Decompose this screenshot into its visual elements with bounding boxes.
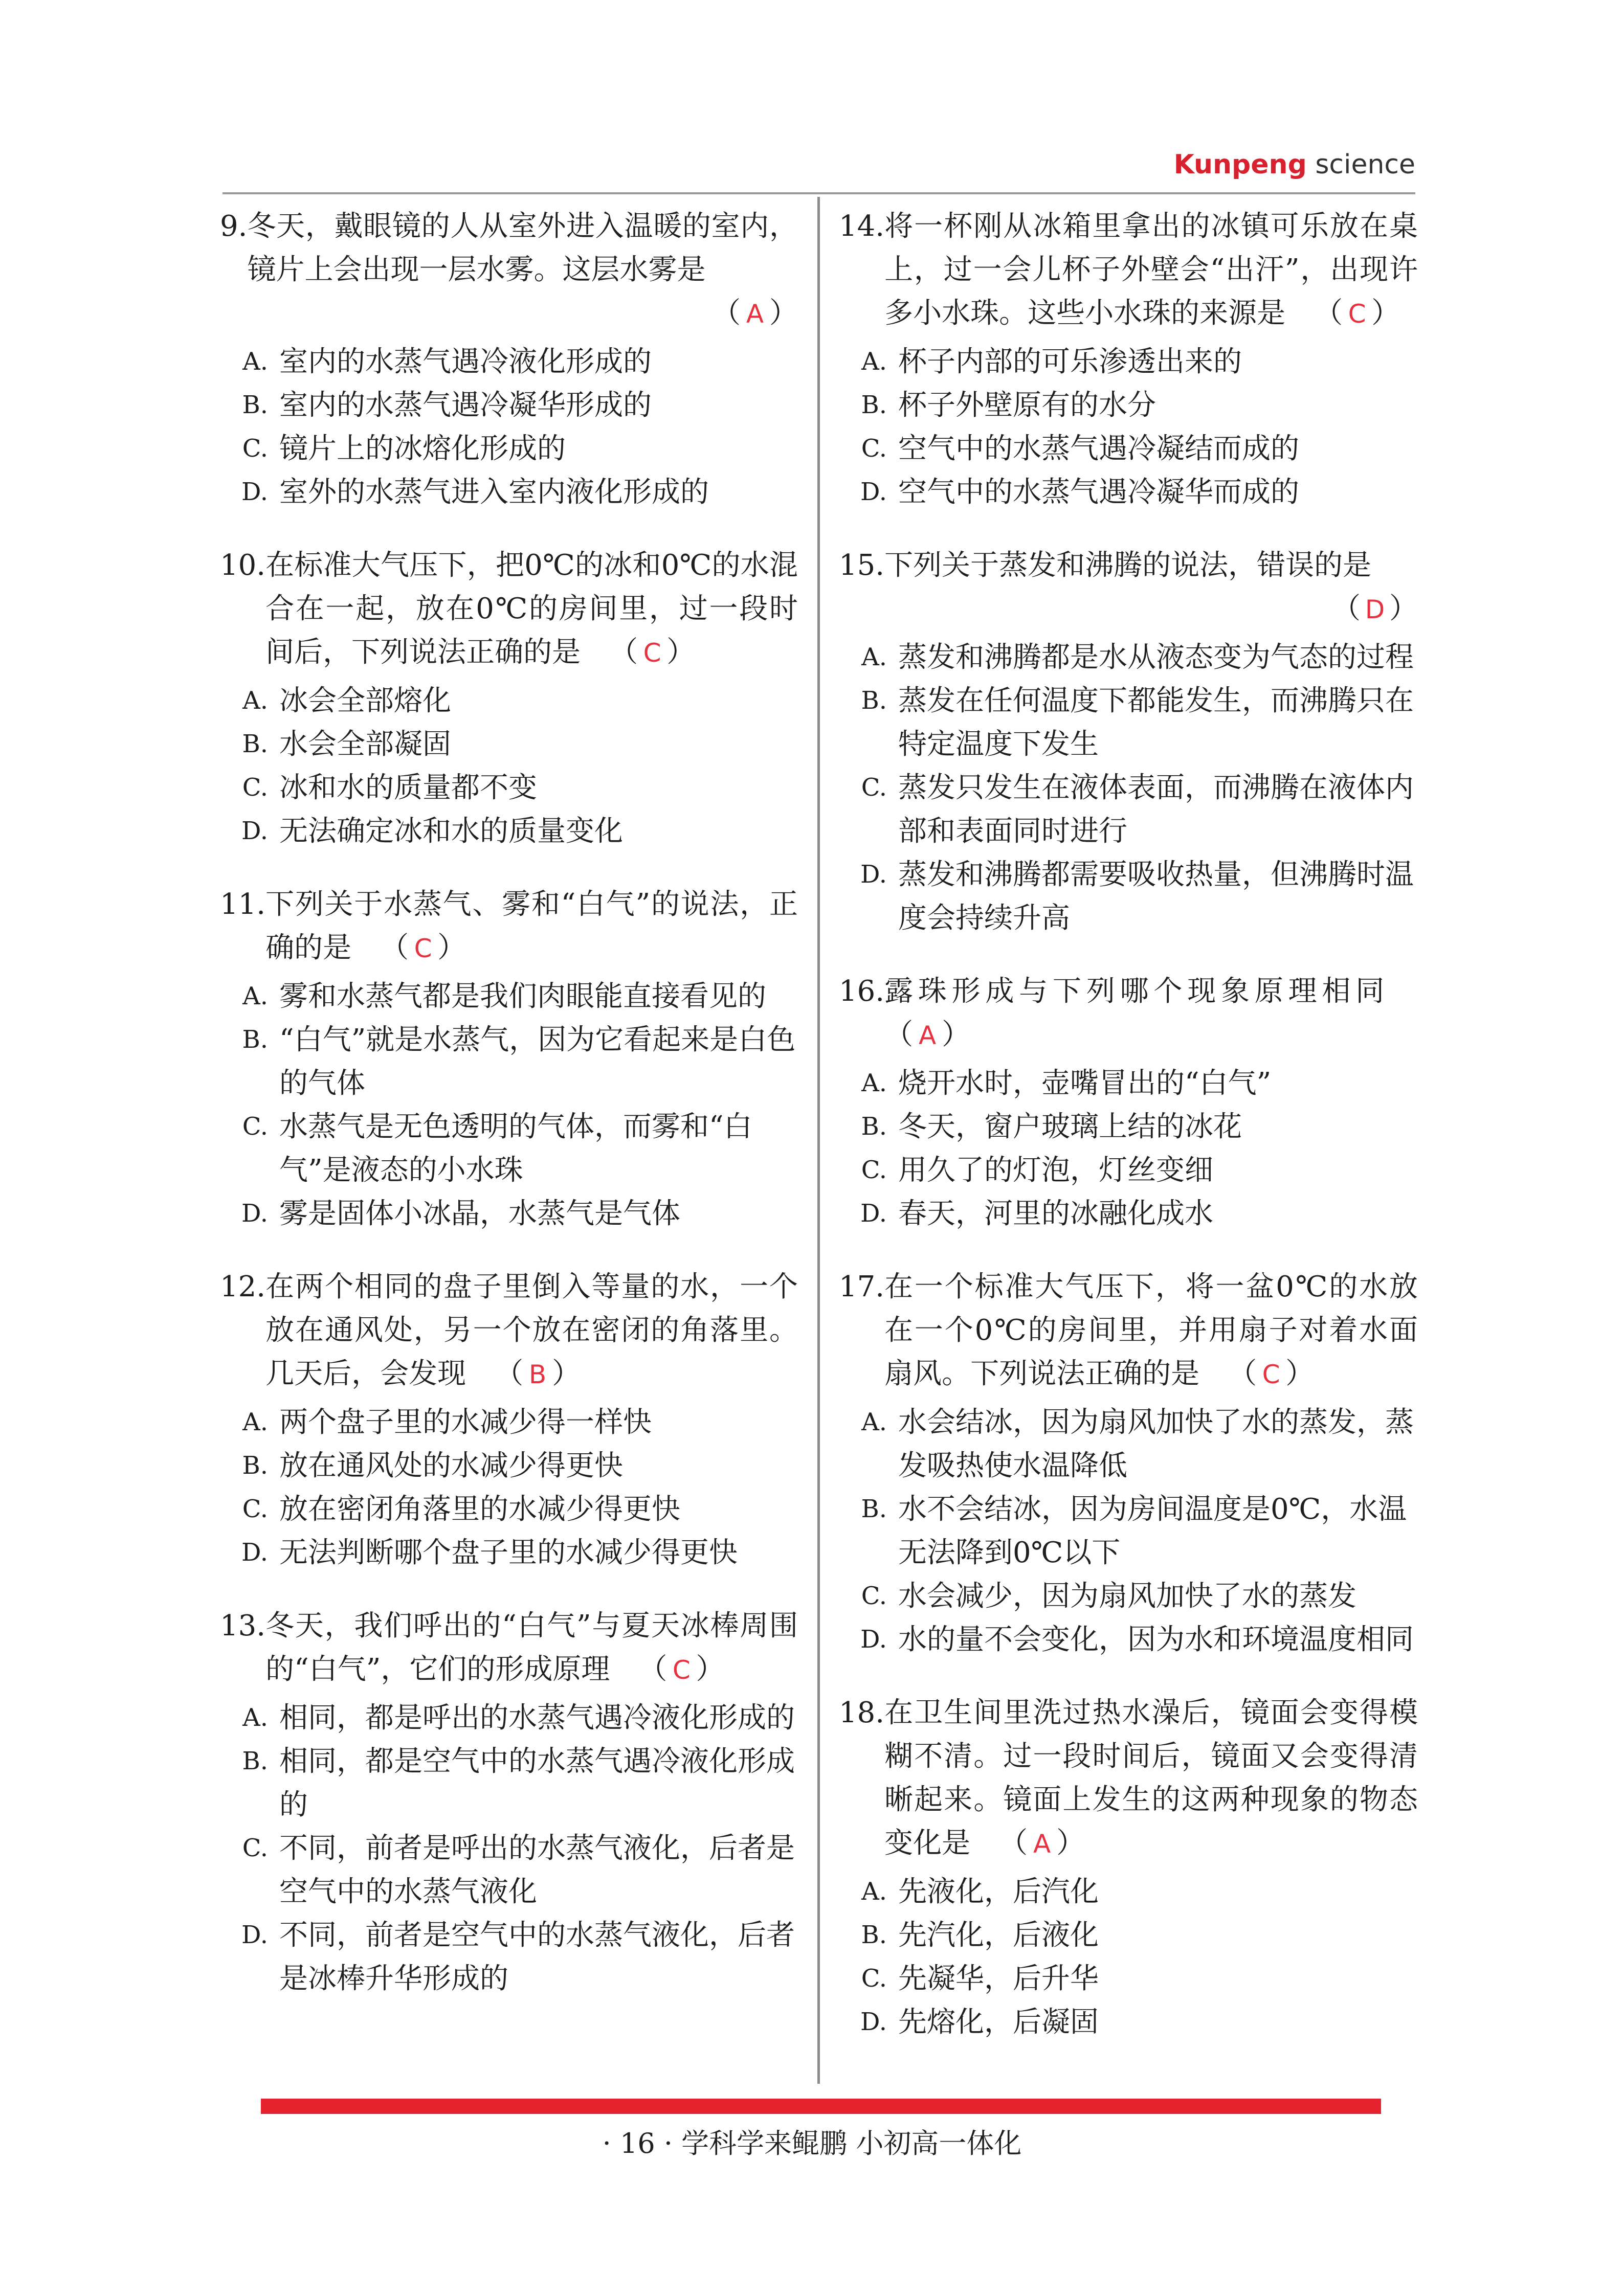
option-text: 室外的水蒸气进入室内液化形成的: [279, 476, 709, 509]
answer-letter: B: [528, 1360, 547, 1389]
options-list: [220, 679, 798, 853]
option-letter: A.: [861, 1069, 887, 1097]
option-letter: A.: [861, 1408, 887, 1436]
question-text: [884, 205, 1418, 336]
option-letter: D.: [860, 1625, 887, 1654]
option-item: [839, 1914, 1418, 1957]
question-text: [265, 1604, 798, 1692]
option-item: [839, 1488, 1418, 1574]
option-item: [220, 470, 798, 514]
footer-bar: [261, 2099, 1381, 2114]
option-letter: C.: [242, 1495, 268, 1523]
answer-bracket: （ A ）: [999, 1827, 1085, 1860]
option-letter: C.: [242, 773, 268, 802]
options-list: [220, 340, 798, 514]
option-letter: D.: [241, 478, 268, 506]
option-text: 水不会结冰，因为房间温度是0℃，水温无法降到0℃以下: [898, 1493, 1407, 1569]
options-list: [839, 636, 1418, 940]
option-item: [839, 1192, 1418, 1235]
option-letter: C.: [242, 1834, 268, 1862]
option-item: [220, 1105, 798, 1192]
option-text: 雾是固体小冰晶，水蒸气是气体: [279, 1197, 680, 1230]
question-text: [884, 1691, 1418, 1866]
option-text: 冬天，窗户玻璃上结的冰花: [898, 1110, 1242, 1143]
question-stem: [220, 544, 798, 675]
brand-suffix: science: [1306, 149, 1415, 180]
option-item: [839, 427, 1418, 470]
option-text: 相同，都是空气中的水蒸气遇冷液化形成的: [279, 1745, 795, 1821]
option-text: 水会结冰，因为扇风加快了水的蒸发，蒸发吸热使水温降低: [898, 1406, 1414, 1482]
option-text: “白气”就是水蒸气，因为它看起来是白色的气体: [279, 1023, 796, 1100]
answer-bracket: （ C ）: [1314, 297, 1400, 330]
question-stem: [839, 1691, 1418, 1866]
question-10: [220, 544, 798, 853]
option-letter: A.: [861, 1877, 887, 1906]
question-number: 16.: [839, 975, 885, 1008]
question-number: 11.: [220, 888, 266, 921]
option-text: 空气中的水蒸气遇冷凝华而成的: [898, 476, 1299, 509]
answer-bracket: （ C ）: [380, 931, 466, 964]
question-number: 12.: [220, 1270, 266, 1303]
question-text: [265, 883, 798, 971]
answer-bracket: （ A ）: [884, 1018, 970, 1051]
option-item: [220, 809, 798, 853]
option-letter: D.: [241, 1538, 268, 1567]
option-item: [839, 766, 1418, 853]
option-text: 水会减少，因为扇风加快了水的蒸发: [898, 1580, 1356, 1613]
question-9: [220, 205, 798, 514]
answer-letter: A: [918, 1021, 937, 1050]
option-item: [220, 766, 798, 809]
option-text: 先液化，后汽化: [898, 1875, 1099, 1908]
option-item: [220, 1696, 798, 1740]
option-text: 相同，都是呼出的水蒸气遇冷液化形成的: [279, 1701, 795, 1735]
option-text: 先汽化，后液化: [898, 1919, 1099, 1952]
question-text: [265, 544, 798, 675]
question-number: 15.: [839, 549, 885, 582]
option-text: 室内的水蒸气遇冷液化形成的: [279, 345, 652, 378]
question-11: [220, 883, 798, 1235]
option-text: 蒸发和沸腾都是水从液态变为气态的过程: [898, 641, 1414, 674]
question-number: 13.: [220, 1609, 266, 1642]
brand-name: Kunpeng: [1173, 149, 1307, 180]
option-text: 放在通风处的水减少得更快: [279, 1449, 623, 1482]
option-text: 无法确定冰和水的质量变化: [279, 815, 623, 848]
option-letter: D.: [860, 2008, 887, 2036]
option-item: [220, 1192, 798, 1235]
options-list: [839, 1870, 1418, 2044]
answer-bracket: （ C ）: [1228, 1357, 1314, 1390]
option-text: 水的量不会变化，因为水和环境温度相同: [898, 1623, 1414, 1656]
option-text: 杯子内部的可乐渗透出来的: [898, 345, 1242, 378]
question-text-content: 在标准大气压下，把0℃的冰和0℃的水混合在一起，放在0℃的房间里，过一段时间后，下列说法正确的是: [265, 549, 798, 669]
option-item: [220, 1531, 798, 1574]
option-text: 不同，前者是空气中的水蒸气液化，后者是冰棒升华形成的: [279, 1919, 795, 1995]
option-letter: D.: [860, 1199, 887, 1228]
option-letter: B.: [242, 391, 268, 419]
option-item: [220, 679, 798, 723]
question-16: [839, 970, 1418, 1235]
option-letter: C.: [861, 1582, 887, 1610]
option-item: [839, 1149, 1418, 1192]
question-15: [839, 544, 1418, 940]
option-item: [220, 975, 798, 1018]
option-text: 用久了的灯泡，灯丝变细: [898, 1154, 1213, 1187]
option-item: [839, 853, 1418, 940]
option-item: [220, 1914, 798, 2000]
question-text-content: 将一杯刚从冰箱里拿出的冰镇可乐放在桌上，过一会儿杯子外壁会“出汗”，出现许多小水珠。这些小水珠的来源是: [884, 210, 1418, 330]
question-text-content: 下列关于蒸发和沸腾的说法，错误的是: [884, 549, 1372, 582]
option-item: [839, 1062, 1418, 1105]
question-14: [839, 205, 1418, 514]
question-text-content: 下列关于水蒸气、雾和“白气”的说法，正确的是: [265, 888, 798, 964]
option-item: [220, 1018, 798, 1105]
answer-letter: C: [414, 934, 432, 963]
question-text-content: 在一个标准大气压下，将一盆0℃的水放在一个0℃的房间里，并用扇子对着水面扇风。下列说法正确的是: [884, 1270, 1418, 1390]
answer-bracket: （ A ）: [712, 297, 798, 330]
option-letter: C.: [861, 434, 887, 463]
option-text: 蒸发在任何温度下都能发生，而沸腾只在特定温度下发生: [898, 684, 1414, 761]
option-letter: A.: [861, 643, 887, 671]
option-letter: B.: [242, 1025, 268, 1054]
option-item: [220, 1401, 798, 1444]
option-text: 春天，河里的冰融化成水: [898, 1197, 1213, 1230]
option-item: [839, 384, 1418, 427]
option-text: 放在密闭角落里的水减少得更快: [279, 1493, 680, 1526]
option-text: 蒸发和沸腾都需要吸收热量，但沸腾时温度会持续升高: [898, 858, 1414, 935]
option-text: 室内的水蒸气遇冷凝华形成的: [279, 389, 652, 422]
option-item: [839, 636, 1418, 679]
option-letter: B.: [861, 686, 887, 715]
answer-letter: C: [643, 638, 661, 668]
question-text: [884, 1265, 1418, 1397]
question-stem: [839, 970, 1418, 1057]
answer-letter: C: [672, 1655, 691, 1685]
option-letter: A.: [242, 686, 268, 715]
option-item: [220, 1444, 798, 1488]
question-number: 9.: [220, 210, 248, 243]
question-17: [839, 1265, 1418, 1661]
option-letter: C.: [861, 1964, 887, 1993]
option-text: 先凝华，后升华: [898, 1962, 1099, 1995]
option-text: 不同，前者是呼出的水蒸气液化，后者是空气中的水蒸气液化: [279, 1832, 795, 1908]
option-letter: B.: [861, 1495, 887, 1523]
question-number: 18.: [839, 1696, 885, 1729]
option-letter: C.: [242, 1112, 268, 1141]
question-text-content: 露珠形成与下列哪个现象原理相同: [884, 975, 1389, 1008]
option-letter: C.: [861, 1156, 887, 1184]
answer-letter: A: [1033, 1829, 1051, 1859]
answer-bracket: （ D ）: [1332, 592, 1418, 625]
option-text: 蒸发只发生在液体表面，而沸腾在液体内部和表面同时进行: [898, 771, 1414, 848]
question-text-content: 冬天，戴眼镜的人从室外进入温暖的室内，镜片上会出现一层水雾。这层水雾是: [247, 210, 798, 286]
answer-row: [839, 587, 1418, 632]
option-text: 镜片上的冰熔化形成的: [279, 432, 566, 465]
option-letter: A.: [242, 1408, 268, 1436]
question-text: [884, 544, 1418, 587]
left-column: [220, 205, 798, 2030]
question-text: [265, 1265, 798, 1397]
options-list: [839, 340, 1418, 514]
option-letter: A.: [242, 982, 268, 1010]
option-letter: A.: [242, 1703, 268, 1732]
option-item: [220, 723, 798, 766]
option-item: [839, 340, 1418, 384]
answer-bracket: （ C ）: [609, 636, 695, 669]
option-text: 杯子外壁原有的水分: [898, 389, 1156, 422]
answer-row: [220, 291, 798, 336]
question-text-content: 在卫生间里洗过热水澡后，镜面会变得模糊不清。过一段时间后，镜面又会变得清晰起来。镜面上发生的这两种现象的物态变化是: [884, 1696, 1418, 1860]
question-stem: [220, 883, 798, 971]
options-list: [839, 1062, 1418, 1235]
question-text-content: 在两个相同的盘子里倒入等量的水，一个放在通风处，另一个放在密闭的角落里。几天后，会发现: [265, 1270, 798, 1390]
option-item: [220, 1740, 798, 1827]
question-text: [247, 205, 798, 291]
question-text: [884, 970, 1418, 1057]
options-list: [220, 1696, 798, 2000]
options-list: [220, 1401, 798, 1574]
option-item: [839, 1105, 1418, 1149]
option-letter: D.: [241, 1199, 268, 1228]
option-item: [839, 470, 1418, 514]
option-letter: B.: [861, 1921, 887, 1949]
answer-letter: C: [1348, 299, 1366, 329]
option-letter: A.: [242, 347, 268, 376]
question-stem: [220, 1604, 798, 1692]
page-footer: · 16 · 学科学来鲲鹏 小初高一体化: [602, 2127, 1022, 2159]
option-text: 无法判断哪个盘子里的水减少得更快: [279, 1536, 738, 1569]
option-item: [220, 1827, 798, 1914]
option-letter: A.: [861, 347, 887, 376]
question-stem: [839, 205, 1418, 336]
brand-logo: [1174, 149, 1415, 180]
option-item: [839, 679, 1418, 766]
question-stem: [220, 205, 798, 291]
option-letter: D.: [241, 817, 268, 845]
options-list: [839, 1401, 1418, 1661]
question-12: [220, 1265, 798, 1574]
option-item: [220, 384, 798, 427]
option-text: 冰和水的质量都不变: [279, 771, 537, 804]
right-column: [839, 205, 1418, 2074]
option-text: 两个盘子里的水减少得一样快: [279, 1406, 652, 1439]
answer-bracket: （ C ）: [638, 1653, 724, 1686]
option-letter: C.: [861, 773, 887, 802]
answer-letter: D: [1365, 595, 1385, 624]
option-text: 水会全部凝固: [279, 728, 451, 761]
option-item: [220, 427, 798, 470]
question-number: 10.: [220, 549, 266, 582]
option-letter: D.: [860, 478, 887, 506]
option-item: [839, 2000, 1418, 2044]
option-item: [220, 1488, 798, 1531]
option-text: 水蒸气是无色透明的气体，而雾和“白气”是液态的小水珠: [279, 1110, 752, 1187]
option-item: [839, 1957, 1418, 2000]
header-rule: [223, 192, 1415, 194]
options-list: [220, 975, 798, 1235]
option-item: [839, 1401, 1418, 1488]
option-letter: B.: [242, 1747, 268, 1775]
option-item: [839, 1574, 1418, 1618]
option-letter: D.: [860, 860, 887, 889]
question-stem: [839, 544, 1418, 587]
option-text: 雾和水蒸气都是我们肉眼能直接看见的: [279, 980, 766, 1013]
answer-letter: A: [746, 299, 764, 329]
option-text: 空气中的水蒸气遇冷凝结而成的: [898, 432, 1299, 465]
option-text: 烧开水时，壶嘴冒出的“白气”: [898, 1067, 1272, 1100]
option-item: [839, 1618, 1418, 1661]
answer-bracket: （ B ）: [495, 1357, 581, 1390]
question-number: 17.: [839, 1270, 885, 1303]
option-letter: B.: [861, 391, 887, 419]
option-letter: B.: [242, 730, 268, 758]
answer-letter: C: [1262, 1360, 1280, 1389]
question-stem: [839, 1265, 1418, 1397]
question-18: [839, 1691, 1418, 2044]
option-letter: B.: [861, 1112, 887, 1141]
option-item: [220, 340, 798, 384]
option-letter: D.: [241, 1921, 268, 1949]
question-text-content: 冬天，我们呼出的“白气”与夏天冰棒周围的“白气”，它们的形成原理: [265, 1609, 798, 1686]
question-stem: [220, 1265, 798, 1397]
question-number: 14.: [839, 210, 885, 243]
option-text: 冰会全部熔化: [279, 684, 451, 717]
column-divider: [817, 197, 820, 2084]
option-letter: C.: [242, 434, 268, 463]
question-13: [220, 1604, 798, 2000]
option-letter: B.: [242, 1451, 268, 1480]
option-text: 先熔化，后凝固: [898, 2006, 1099, 2039]
option-item: [839, 1870, 1418, 1914]
